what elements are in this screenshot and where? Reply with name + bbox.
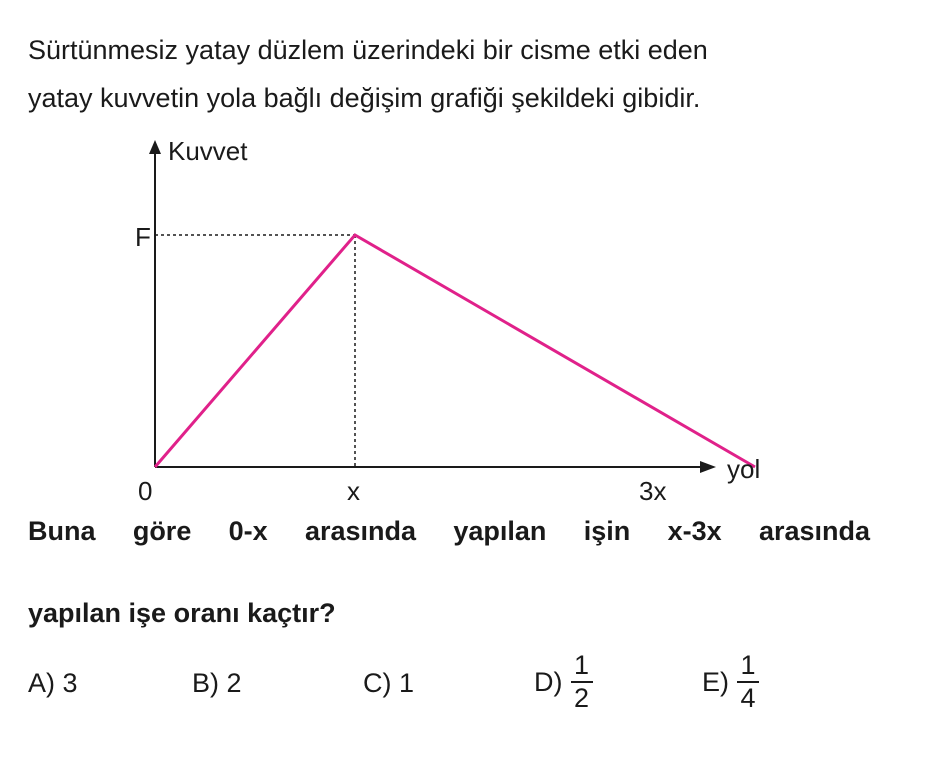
choice-a[interactable]: A) 3 [28,668,78,698]
choice-d-denominator: 2 [573,683,590,713]
x-tick-label: x [347,476,360,506]
choice-d-label: D) [534,666,563,697]
choice-b[interactable]: B) 2 [192,668,242,698]
intro-line-1: Sürtünmesiz yatay düzlem üzerindeki bir cisme etki eden [28,35,708,65]
x-axis-arrow [700,461,716,473]
choice-d[interactable] [534,652,593,712]
choice-e-numerator: 1 [740,650,756,680]
y-tick-label: F [135,222,151,252]
choice-c[interactable]: C) 1 [363,668,415,698]
intro-line-2: yatay kuvvetin yola bağlı değişim grafiği şekildeki gibidir. [28,83,701,113]
choice-d-fraction [571,652,593,712]
choice-e[interactable] [702,652,759,712]
choice-d-numerator: 1 [573,650,590,680]
choice-e-fraction [737,652,759,712]
y-axis-label: Kuvvet [168,136,248,166]
x-tick-label: 3x [639,476,667,506]
x-axis-label: yol [727,454,761,484]
choice-e-denominator: 4 [740,683,756,713]
question-line-2: yapılan işe oranı kaçtır? [28,598,336,628]
question-line-1: Buna göre 0-x arasında yapılan işin x-3x arasında [28,516,870,546]
choice-e-label: E) [702,666,729,697]
series-line [155,235,755,467]
x-tick-label: 0 [138,476,153,506]
y-axis-arrow [149,140,161,154]
